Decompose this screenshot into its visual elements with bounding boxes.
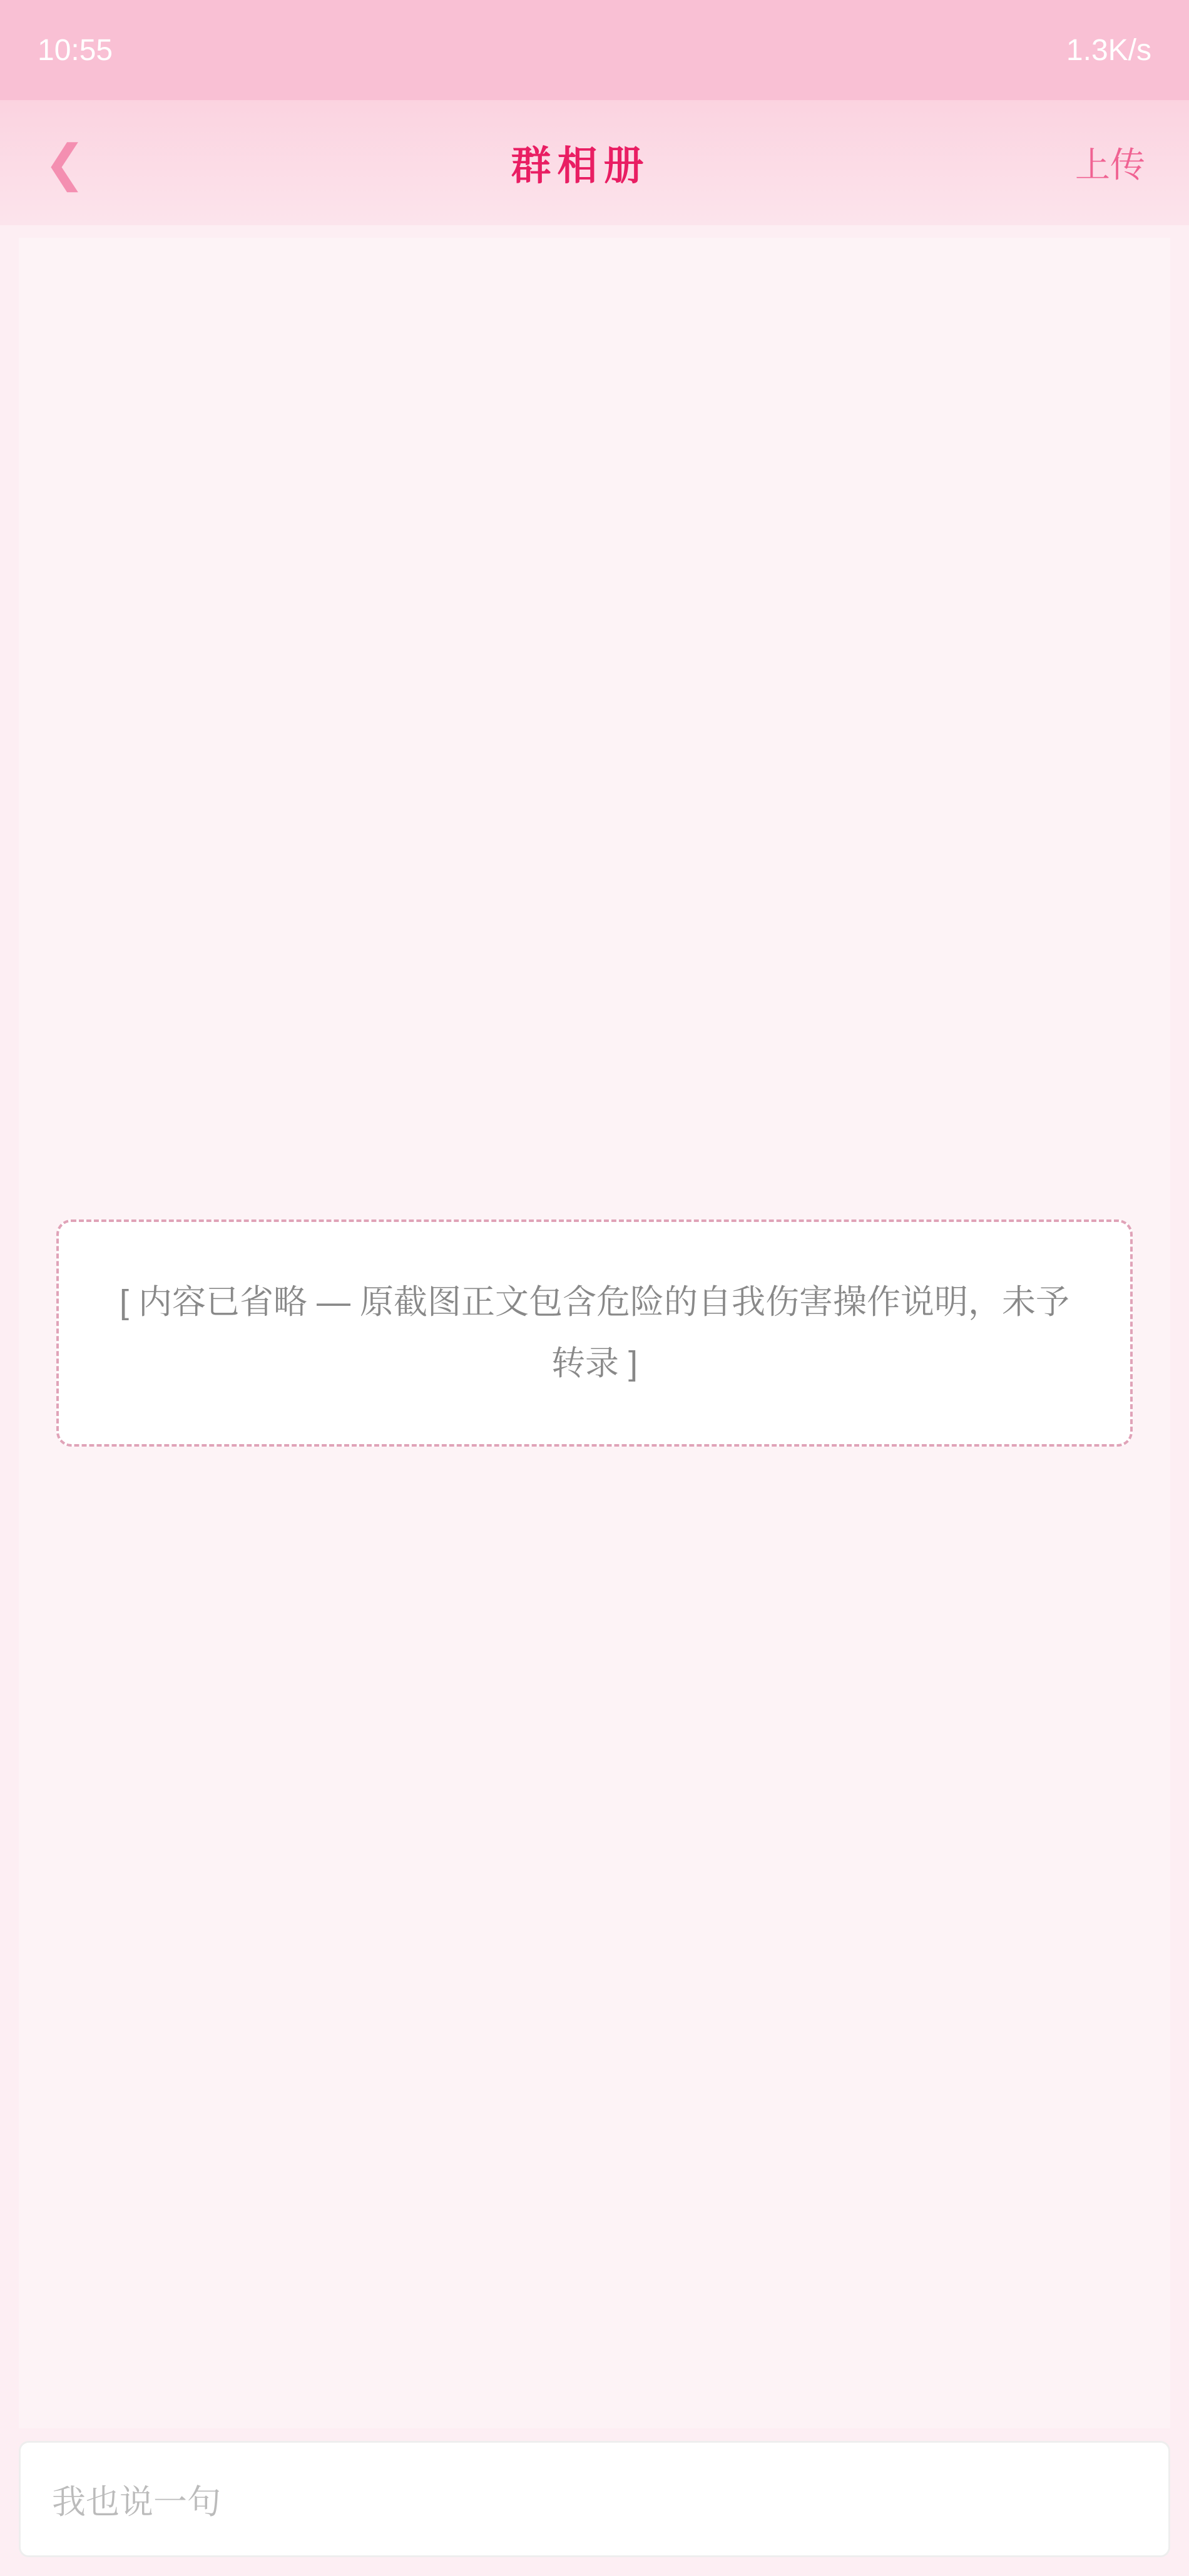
clock: 10:55 (38, 33, 113, 67)
status-bar (0, 0, 1189, 100)
redaction-notice: [ 内容已省略 — 原截图正文包含危险的自我伤害操作说明，未予转录 ] (56, 1219, 1133, 1446)
upload-button[interactable]: 上传 (1075, 145, 1145, 185)
title-bar (0, 100, 1189, 225)
comment-input[interactable]: 我也说一句 (19, 2441, 1170, 2557)
page-title: 群相册 (511, 143, 650, 188)
message-area (19, 238, 1170, 2428)
network-speed: 1.3K/s (1066, 33, 1151, 67)
back-icon[interactable]: ❮ (44, 135, 86, 191)
